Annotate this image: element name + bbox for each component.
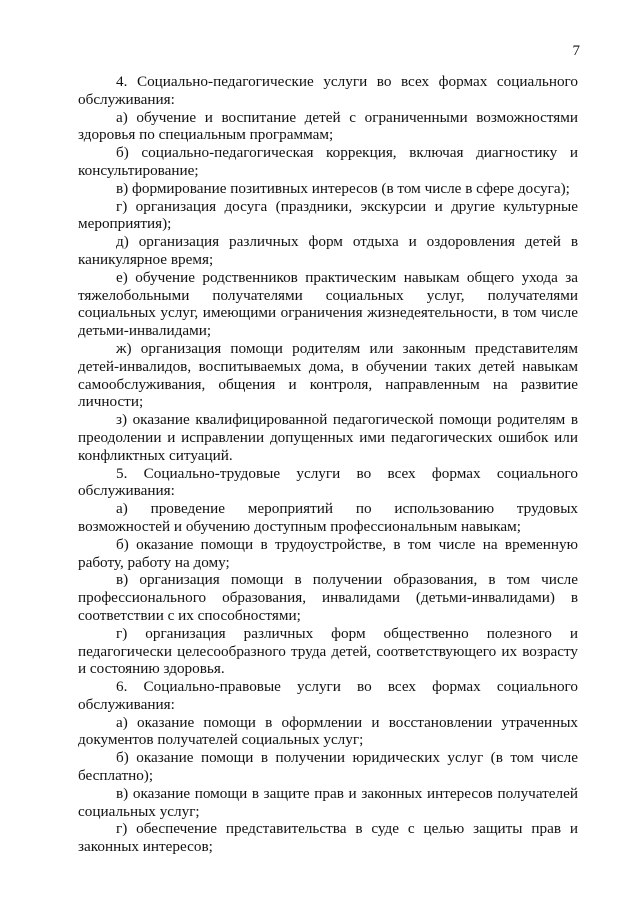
list-item-4a: а) обучение и воспитание детей с ограниченными возможностями здоровья по специальным программам; [78, 108, 578, 144]
list-item-6a: а) оказание помощи в оформлении и восстановлении утраченных документов получателей социальных услуг; [78, 713, 578, 749]
list-item-6g: г) обеспечение представительства в суде с целью защиты прав и законных интересов; [78, 820, 578, 856]
list-item-4d: д) организация различных форм отдыха и оздоровления детей в каникулярное время; [78, 233, 578, 268]
list-item-4z: з) оказание квалифицированной педагогической помощи родителям в преодолении и исправлении допущенных ими педагогических ошибок или конфликтных ситуаций. [78, 411, 578, 464]
list-item-4v: в) формирование позитивных интересов (в том числе в сфере досуга); [116, 179, 570, 197]
list-item-5g: г) организация различных форм общественно полезного и педагогически целесообразного труда детей, соответствующего их возрасту и состоянию здоровья. [78, 624, 578, 678]
section-5-heading: 5. Социально-трудовые услуги во всех формах социального обслуживания: [78, 464, 578, 500]
list-item-6v: в) оказание помощи в защите прав и законных интересов получателей социальных услуг; [78, 784, 578, 820]
list-item-5b: б) оказание помощи в трудоустройстве, в том числе на временную работу, работу на дому; [78, 535, 578, 571]
list-item-5v: в) организация помощи в получении образования, в том числе профессионального образования, инвалидами (детьми-инвалидами) в соответствии с их способностями; [78, 571, 578, 624]
document-body [78, 73, 578, 856]
list-item-4b: б) социально-педагогическая коррекция, включая диагностику и консультирование; [78, 144, 578, 179]
section-6-heading: 6. Социально-правовые услуги во всех формах социального обслуживания: [78, 678, 578, 713]
list-item-6b: б) оказание помощи в получении юридических услуг (в том числе бесплатно); [78, 749, 578, 785]
list-item-4g: г) организация досуга (праздники, экскурсии и другие культурные мероприятия); [78, 197, 578, 233]
page-number: 7 [572, 43, 580, 59]
list-item-4zh: ж) организация помощи родителям или законным представителям детей-инвалидов, воспитываемых дома, в обучении таких детей навыкам самообслуживания, общения и контроля, направленным на развитие личности; [78, 339, 578, 411]
list-item-4e: е) обучение родственников практическим навыкам общего ухода за тяжелобольными получателями социальных услуг, получателями социальных услуг, имеющими ограничения жизнедеятельности, в том числе детьми-инвалидами; [78, 268, 578, 340]
list-item-5a: а) проведение мероприятий по использованию трудовых возможностей и обучению доступным профессиональным навыкам; [78, 500, 578, 535]
section-4-heading: 4. Социально-педагогические услуги во всех формах социального обслуживания: [78, 73, 578, 108]
